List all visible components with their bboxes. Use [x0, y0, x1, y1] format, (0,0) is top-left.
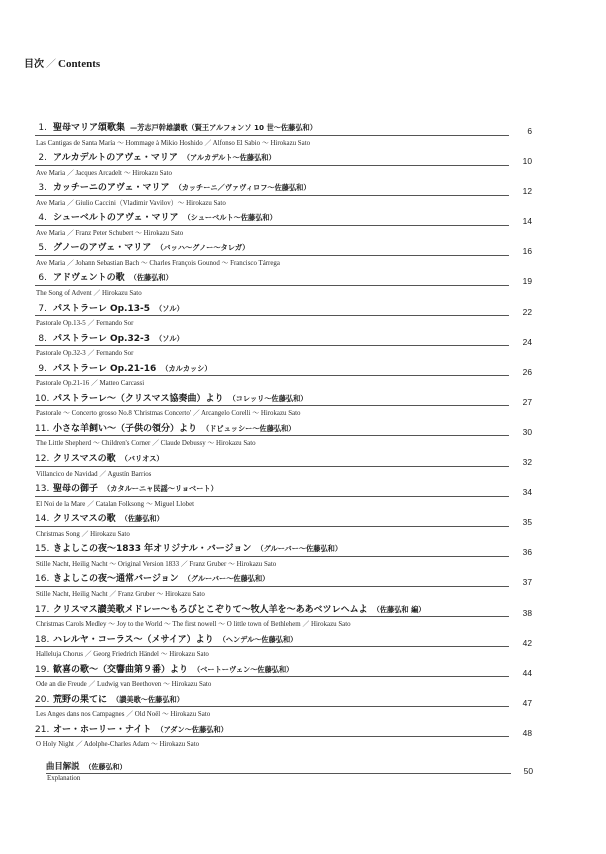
toc-entry[interactable] [35, 508, 532, 538]
divider [35, 556, 509, 557]
divider [46, 773, 511, 774]
divider [35, 135, 509, 136]
entry-arranger-note: （カルカッシ） [161, 363, 212, 373]
entry-subtitle: Las Cantigas de Santa María ～ Hommage à Mikio Hoshido ／ Alfonso El Sabio ～ Hirokazu Sato [36, 139, 311, 147]
entry-number: 16. [35, 574, 50, 585]
entry-title: 荒野の果てに [53, 694, 108, 705]
entry-subtitle: Christmas Carols Medley ～ Joy to the World ～ The first nowell ～ O little town of Bethlehem ／ Hirokazu Sato [36, 621, 351, 628]
entry-subtitle: Ode an die Freude ／ Ludwig van Beethoven ～ Hirokazu Sato [36, 681, 212, 689]
toc-entry[interactable] [35, 117, 532, 147]
explanation-title: 曲目解説 [46, 761, 80, 771]
divider [35, 586, 509, 587]
entry-number: 12. [35, 454, 50, 465]
entry-subtitle: Stille Nacht, Heilig Nacht ／ Franz Gruber ～ Hirokazu Sato [36, 590, 205, 598]
divider [35, 736, 509, 737]
entry-title: きよしこの夜～通常バージョン [53, 574, 179, 585]
entry-subtitle: Pastorale Op.13-5 ／ Fernando Sor [36, 320, 134, 328]
toc-entry[interactable] [35, 568, 532, 598]
entry-arranger-note: （アダン～佐藤弘和） [156, 724, 228, 734]
toc-entry[interactable] [35, 177, 532, 207]
entry-arranger-note: （バリオス） [120, 454, 164, 464]
entry-number: 19. [35, 664, 50, 675]
entry-number: 6. [38, 273, 47, 284]
entry-number: 13. [35, 484, 50, 495]
toc-entry[interactable] [35, 719, 532, 749]
divider [35, 405, 509, 406]
explanation-page: 50 [523, 766, 533, 776]
entry-subtitle: Villancico de Navidad ／ Agustín Barrios [36, 470, 152, 478]
entry-title: きよしこの夜～1833 年オリジナル・バージョン [53, 544, 252, 555]
entry-arranger-note: （グルーバー～佐藤弘和） [256, 544, 343, 554]
entry-subtitle: Stille Nacht, Heilig Nacht ～ Original Version 1833 ／ Franz Gruber ～ Hirokazu Sato [36, 560, 277, 568]
divider [35, 315, 509, 316]
divider [35, 195, 509, 196]
toc-entry[interactable] [35, 237, 532, 267]
toc-entry[interactable] [35, 478, 532, 508]
heading-jp: 目次 [24, 59, 44, 70]
divider [35, 345, 509, 346]
entry-title: オー・ホーリー・ナイト [53, 724, 152, 735]
entry-subtitle: Pastorale ～ Concerto grosso No.8 'Christmas Concerto' ／ Arcangelo Corelli ～ Hirokazu Sato [36, 410, 301, 418]
entry-number: 11. [35, 423, 50, 434]
divider [35, 225, 509, 226]
entry-title: クリスマスの歌 [53, 514, 116, 525]
entry-arranger-note: （佐藤弘和 編） [372, 604, 426, 614]
entry-title: パストラーレ Op.13-5 [53, 303, 150, 314]
entry-number: 3. [38, 183, 47, 194]
toc-entry[interactable] [35, 659, 532, 689]
entry-page-number: 16 [522, 246, 532, 257]
entry-arranger-note: （バッハ～グノー～タレガ） [156, 243, 250, 253]
entry-title: 聖母の御子 [53, 484, 99, 495]
entry-arranger-note: （ドビュッシー～佐藤弘和） [202, 423, 296, 433]
toc-list [35, 117, 532, 749]
entry-title: 小さな羊飼い～（子供の領分）より [53, 423, 198, 434]
entry-page-number: 35 [522, 517, 532, 528]
entry-page-number: 37 [522, 577, 532, 588]
entry-page-number: 12 [522, 186, 532, 197]
toc-entry[interactable] [35, 538, 532, 568]
entry-subtitle: Halleluja Chorus ／ Georg Friedrich Händel ～ Hirokazu Sato [36, 651, 209, 659]
entry-subtitle: Ave Maria ／ Giulio Caccini（Vladimir Vavilov）～ Hirokazu Sato [36, 199, 226, 207]
entry-title: 聖母マリア頌歌集 [53, 123, 126, 133]
entry-number: 1. [38, 123, 47, 133]
entry-arranger-note: （讃美歌～佐藤弘和） [112, 694, 184, 704]
entry-number: 14. [35, 514, 50, 525]
divider [35, 496, 509, 497]
entry-page-number: 26 [522, 366, 532, 377]
entry-number: 15. [35, 544, 50, 555]
divider [35, 676, 509, 677]
entry-title: クリスマス讃美歌メドレー～もろびとこぞりて～牧人羊を～ああベツレヘムよ [53, 604, 368, 615]
entry-arranger-note: （アルカデルト～佐藤弘和） [182, 153, 276, 163]
entry-number: 10. [35, 393, 50, 404]
entry-page-number: 10 [522, 156, 532, 167]
entry-subtitle: Ave Maria ／ Johann Sebastian Bach ～ Charles François Gounod ～ Francisco Tárrega [36, 259, 280, 267]
entry-title: 歓喜の歌～（交響曲第９番）より [53, 664, 189, 675]
entry-title: パストラーレ Op.32-3 [53, 333, 150, 344]
divider [35, 375, 509, 376]
entry-page-number: 19 [522, 276, 532, 287]
toc-entry[interactable] [35, 689, 532, 719]
entry-subtitle: Ave Maria ／ Jacques Arcadelt ～ Hirokazu Sato [36, 169, 172, 177]
divider [35, 285, 509, 286]
entry-title: パストラーレ Op.21-16 [53, 363, 157, 374]
entry-number: 4. [38, 213, 47, 224]
entry-arranger-note: （ソル） [155, 333, 184, 343]
entry-title: アルカデルトのアヴェ・マリア [53, 153, 178, 164]
entry-page-number: 44 [522, 667, 532, 678]
entry-arranger-note: （ソル） [155, 303, 184, 313]
toc-entry[interactable] [35, 599, 532, 629]
entry-page-number: 47 [522, 697, 532, 708]
entry-subtitle: The Little Shepherd ～ Children's Corner ／ Claude Debussy ～ Hirokazu Sato [36, 440, 256, 448]
heading-slash: ／ [46, 59, 56, 70]
entry-arranger-note: （佐藤弘和） [129, 273, 173, 283]
entry-page-number: 32 [522, 457, 532, 468]
divider [35, 255, 509, 256]
entry-title: ハレルヤ・コーラス～（メサイア）より [53, 634, 214, 645]
entry-subtitle: Ave Maria ／ Franz Peter Schubert ～ Hirokazu Sato [36, 229, 184, 237]
toc-entry[interactable] [35, 448, 532, 478]
entry-page-number: 22 [522, 306, 532, 317]
toc-entry[interactable] [35, 298, 532, 328]
entry-page-number: 38 [522, 607, 532, 618]
divider [35, 466, 509, 467]
entry-number: 20. [35, 694, 50, 705]
entry-page-number: 36 [522, 547, 532, 558]
explanation-note: （佐藤弘和） [84, 763, 127, 771]
toc-entry[interactable] [35, 358, 532, 388]
entry-arranger-note: —芳志戸幹雄讃歌（賢王アルフォンソ 10 世～佐藤弘和） [130, 123, 317, 132]
entry-arranger-note: （コレッリ～佐藤弘和） [228, 393, 308, 403]
entry-page-number: 30 [522, 426, 532, 437]
toc-entry-explanation[interactable] [46, 760, 533, 790]
entry-subtitle: Les Anges dans nos Campagnes ／ Old Noël ～ Hirokazu Sato [36, 711, 211, 719]
entry-number: 7. [38, 303, 47, 314]
entry-page-number: 14 [522, 216, 532, 227]
entry-page-number: 34 [522, 487, 532, 498]
entry-subtitle: The Song of Advent ／ Hirokazu Sato [36, 289, 142, 297]
entry-arranger-note: （シューベルト～佐藤弘和） [183, 213, 277, 223]
entry-page-number: 42 [522, 637, 532, 648]
heading-en: Contents [58, 58, 101, 70]
entry-subtitle: O Holy Night ／ Adolphe-Charles Adam ～ Hirokazu Sato [36, 741, 200, 749]
toc-entry[interactable] [35, 147, 532, 177]
entry-page-number: 6 [527, 126, 532, 136]
entry-title: カッチーニのアヴェ・マリア [53, 183, 170, 194]
entry-title: クリスマスの歌 [53, 454, 116, 465]
toc-entry[interactable] [35, 418, 532, 448]
entry-number: 21. [35, 724, 50, 735]
entry-number: 2. [38, 153, 47, 164]
entry-title: パストラーレ～（クリスマス協奏曲）より [53, 393, 224, 404]
entry-subtitle: Pastorale Op.32-3 ／ Fernando Sor [36, 350, 134, 358]
toc-entry[interactable] [35, 267, 532, 297]
entry-number: 18. [35, 634, 50, 645]
divider [35, 706, 509, 707]
entry-title: シューベルトのアヴェ・マリア [53, 213, 179, 224]
entry-arranger-note: （カッチーニ／ヴァヴィロフ～佐藤弘和） [174, 183, 311, 193]
entry-page-number: 24 [522, 336, 532, 347]
contents-heading [24, 55, 100, 70]
entry-number: 5. [38, 243, 47, 254]
entry-number: 8. [38, 333, 47, 344]
divider [35, 435, 509, 436]
divider [35, 616, 509, 617]
entry-arranger-note: （佐藤弘和） [120, 514, 164, 524]
entry-number: 9. [38, 363, 47, 374]
entry-page-number: 48 [522, 727, 532, 738]
entry-number: 17. [35, 604, 50, 615]
entry-title: グノーのアヴェ・マリア [53, 243, 152, 254]
entry-subtitle: Christmas Song ／ Hirokazu Sato [36, 530, 130, 538]
divider [35, 646, 509, 647]
entry-title: アドヴェントの歌 [53, 273, 125, 284]
entry-arranger-note: （グルーバー～佐藤弘和） [183, 574, 270, 584]
divider [35, 526, 509, 527]
explanation-subtitle: Explanation [47, 775, 81, 782]
entry-arranger-note: （カタルーニャ民謡～リョベート） [103, 484, 218, 494]
toc-entry[interactable] [35, 328, 532, 358]
entry-arranger-note: （ヘンデル～佐藤弘和） [218, 634, 298, 644]
divider [35, 165, 509, 166]
entry-page-number: 27 [522, 396, 532, 407]
entry-subtitle: Pastorale Op.21-16 ／ Matteo Carcassi [36, 380, 145, 388]
entry-subtitle: El Noi de la Mare ／ Catalan Folksong ～ Miguel Llobet [36, 500, 195, 508]
toc-entry[interactable] [35, 629, 532, 659]
toc-entry[interactable] [35, 207, 532, 237]
toc-entry[interactable] [35, 388, 532, 418]
entry-arranger-note: （ベートーヴェン～佐藤弘和） [193, 664, 294, 674]
